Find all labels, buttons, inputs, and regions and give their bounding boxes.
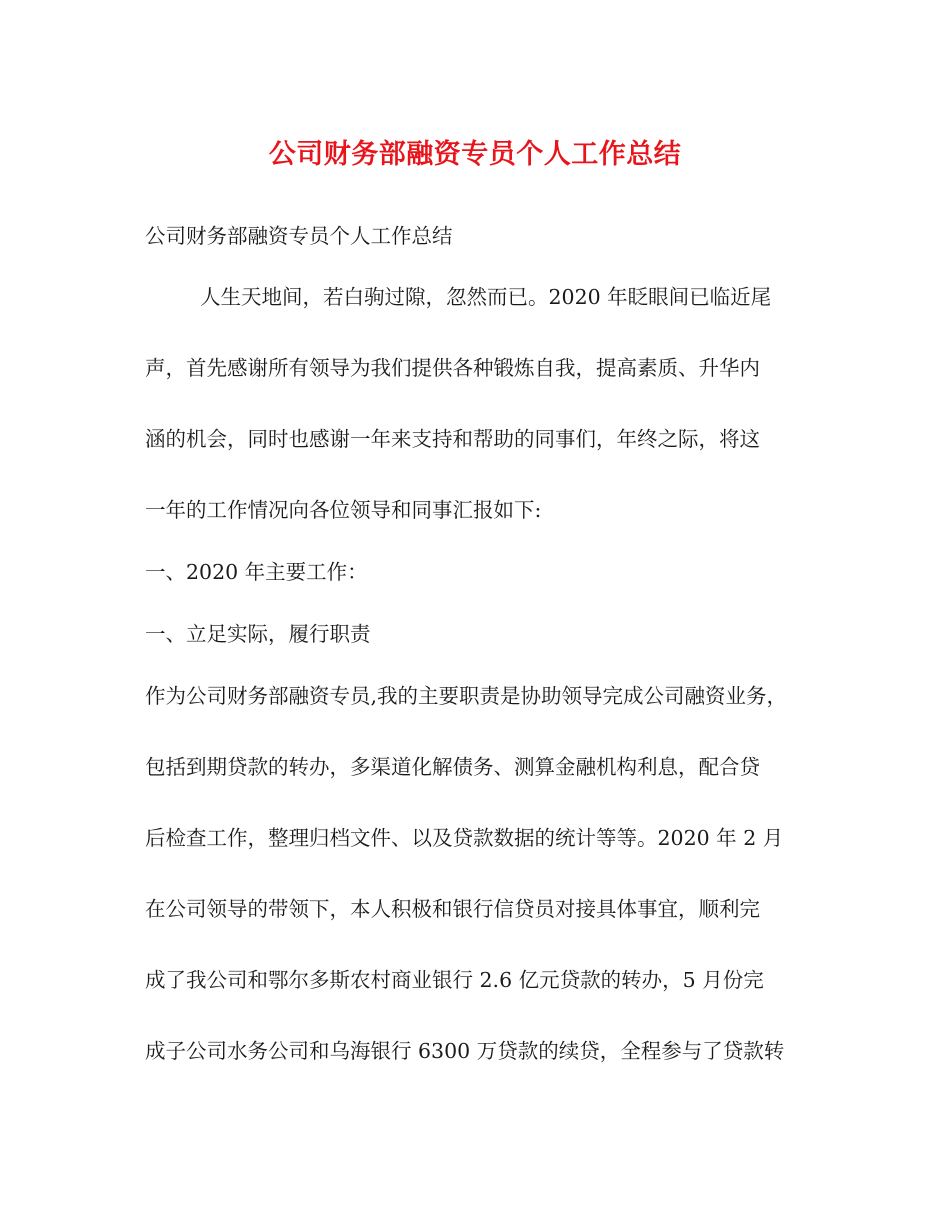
- paragraph-line: 作为公司财务部融资专员,我的主要职责是协助领导完成公司融资业务，: [145, 684, 788, 708]
- paragraph-line: 成子公司水务公司和乌海银行 6300 万贷款的续贷，全程参与了贷款转: [145, 1039, 785, 1063]
- document-title: 公司财务部融资专员个人工作总结: [268, 139, 682, 170]
- paragraph-line: 在公司领导的带领下，本人积极和银行信贷员对接具体事宜，顺利完: [145, 897, 760, 921]
- section-heading: 一、2020 年主要工作：: [145, 560, 368, 584]
- paragraph-line: 后检查工作，整理归档文件、以及贷款数据的统计等等。2020 年 2 月: [145, 826, 784, 850]
- paragraph-line: 声，首先感谢所有领导为我们提供各种锻炼自我，提高素质、升华内: [145, 356, 760, 380]
- paragraph-line: 人生天地间，若白驹过隙，忽然而已。2020 年眨眼间已临近尾: [200, 285, 772, 309]
- paragraph-line: 一年的工作情况向各位领导和同事汇报如下:: [145, 498, 542, 522]
- paragraph-line: 包括到期贷款的转办，多渠道化解债务、测算金融机构利息，配合贷: [145, 755, 760, 779]
- paragraph-line: 成了我公司和鄂尔多斯农村商业银行 2.6 亿元贷款的转办，5 月份完: [145, 968, 764, 992]
- paragraph-line: 涵的机会，同时也感谢一年来支持和帮助的同事们，年终之际，将这: [145, 427, 760, 451]
- subsection-heading: 一、立足实际，履行职责: [145, 622, 371, 646]
- document-subtitle: 公司财务部融资专员个人工作总结: [145, 224, 453, 248]
